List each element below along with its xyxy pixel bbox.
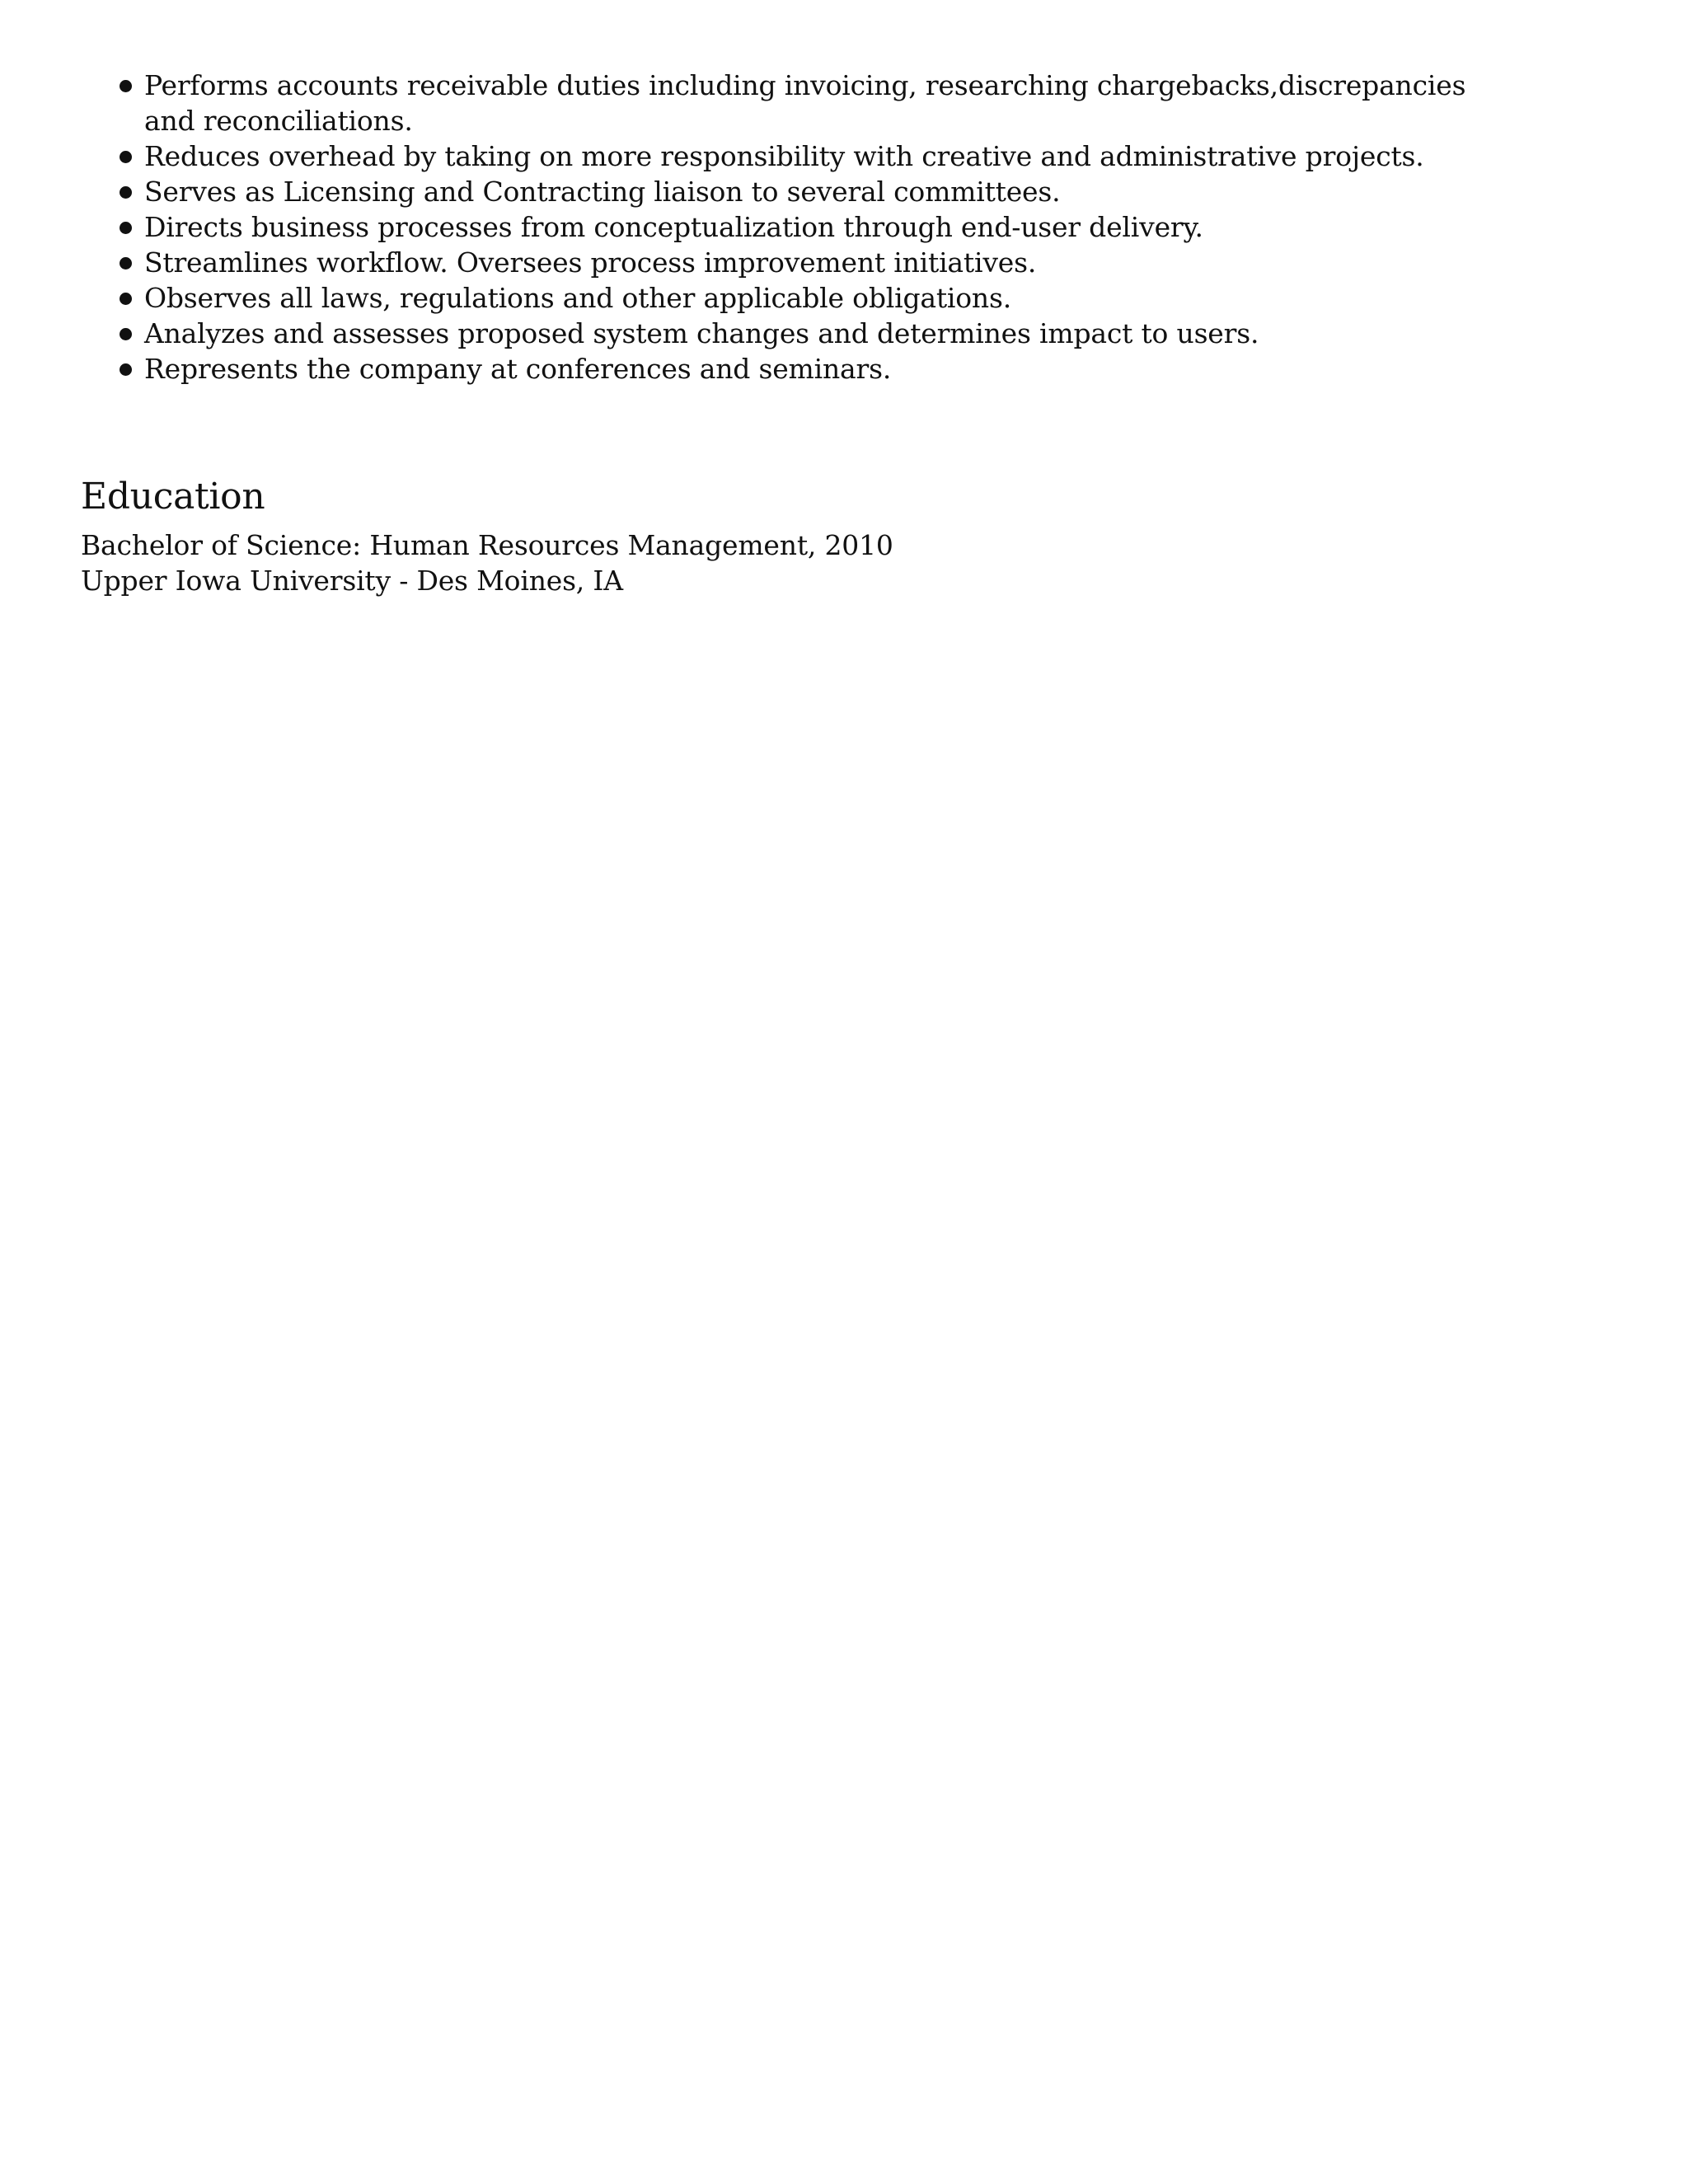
education-heading: Education bbox=[81, 476, 265, 518]
experience-bullet-text: Serves as Licensing and Contracting liaison to several committees. bbox=[144, 176, 1061, 208]
field-separator: , bbox=[807, 529, 825, 561]
experience-bullet-item bbox=[120, 138, 1479, 174]
bullet-dot-icon bbox=[120, 186, 132, 199]
experience-bullet-text: Represents the company at conferences and seminars. bbox=[144, 353, 892, 385]
degree-field: Human Resources Management bbox=[369, 529, 808, 561]
bullet-dot-icon bbox=[120, 293, 132, 305]
bullet-dot-icon bbox=[120, 80, 132, 92]
experience-bullet-list bbox=[120, 68, 1479, 387]
school-location: Des Moines, IA bbox=[416, 565, 623, 597]
experience-bullet-text: Performs accounts receivable duties including invoicing, researching chargebacks,discrepancies and reconciliations. bbox=[144, 69, 1466, 137]
bullet-dot-icon bbox=[120, 363, 132, 376]
experience-bullet-text: Streamlines workflow. Oversees process improvement initiatives. bbox=[144, 246, 1037, 279]
experience-bullet-item bbox=[120, 174, 1479, 209]
school-name: Upper Iowa University bbox=[81, 565, 391, 597]
degree-separator: : bbox=[352, 529, 370, 561]
graduation-year: 2010 bbox=[824, 529, 893, 561]
experience-bullet-item bbox=[120, 316, 1479, 351]
experience-bullet-item bbox=[120, 68, 1479, 138]
experience-bullet-item bbox=[120, 245, 1479, 280]
degree-line bbox=[81, 527, 893, 563]
bullet-dot-icon bbox=[120, 257, 132, 269]
school-line bbox=[81, 563, 893, 598]
location-separator: - bbox=[390, 565, 417, 597]
bullet-dot-icon bbox=[120, 222, 132, 234]
degree-name: Bachelor of Science bbox=[81, 529, 353, 561]
experience-bullet-item bbox=[120, 209, 1479, 245]
bullet-dot-icon bbox=[120, 151, 132, 163]
education-entry bbox=[81, 527, 893, 598]
experience-bullet-item bbox=[120, 351, 1479, 387]
experience-bullet-item bbox=[120, 280, 1479, 316]
experience-bullet-text: Observes all laws, regulations and other applicable obligations. bbox=[144, 282, 1012, 314]
bullet-dot-icon bbox=[120, 328, 132, 340]
experience-bullet-text: Reduces overhead by taking on more responsibility with creative and administrative projects. bbox=[144, 140, 1424, 172]
experience-bullet-text: Analyzes and assesses proposed system changes and determines impact to users. bbox=[144, 317, 1259, 349]
experience-bullet-text: Directs business processes from conceptualization through end-user delivery. bbox=[144, 211, 1203, 243]
